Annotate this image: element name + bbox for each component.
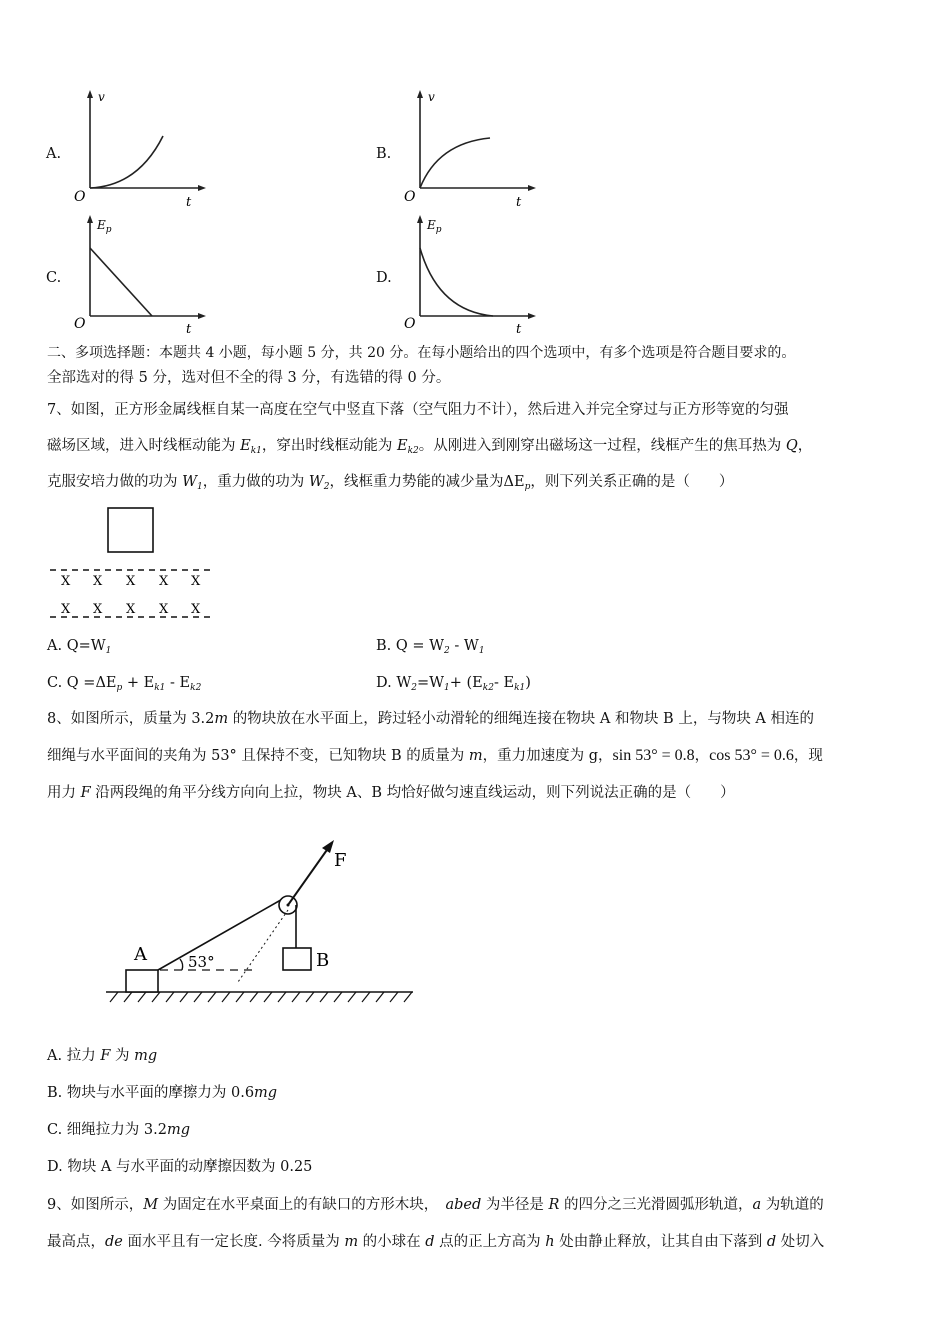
q8-line2: 细绳与水平面间的夹角为 53° 且保持不变，已知物块 B 的质量为 m，重力加速度为 g，sin 53° = 0.8，cos 53° = 0.6，现	[47, 747, 823, 764]
field-mark: X	[61, 602, 71, 617]
q7-line2: 磁场区域，进入时线框动能为 $E_{k1}$，穿出时线框动能为 $E_{k2}$。从刚进入到刚穿出磁场这一过程，线框产生的焦耳热为 Q，	[47, 438, 813, 456]
field-mark: X	[191, 574, 201, 589]
block-a-label: A	[134, 944, 147, 965]
field-mark: X	[191, 602, 201, 617]
svg-text:O: O	[404, 316, 416, 332]
q8-line1: 8、如图所示，质量为 3.2m 的物块放在水平面上，跨过轻小动滑轮的细绳连接在物块 A 和物块 B 上，与物块 A 相连的	[47, 711, 815, 727]
ground-hatching	[110, 992, 412, 1002]
q8-option-c: C. 细绳拉力为 3.2mg	[47, 1122, 191, 1138]
line	[90, 248, 152, 316]
q8-line3: 用力 F 沿两段绳的角平分线方向向上拉，物块 A、B 均恰好做匀速直线运动，则下列说法正确的是（ ）	[47, 785, 735, 801]
y-arrow	[87, 90, 93, 98]
origin-label: O	[74, 189, 86, 205]
y-label: v	[98, 90, 105, 104]
svg-text:Ep: $E_p$	[97, 218, 112, 235]
q8-figure	[100, 832, 420, 1012]
force-label: F	[334, 850, 347, 871]
option-b-label: B.	[376, 146, 392, 162]
square-frame	[108, 508, 153, 552]
q7-option-b: B. $Q = W_2 - W_1$	[376, 638, 485, 656]
svg-text:v: v	[428, 90, 435, 104]
svg-text:t: t	[516, 195, 522, 208]
q8-option-a: A. 拉力 F 为 mg	[47, 1048, 158, 1064]
x-label: t	[186, 195, 192, 208]
svg-text:Ep: $E_p$	[427, 218, 442, 235]
q7-line3: 克服安培力做的功为 $W_1$，重力做的功为 $W_2$，线框重力势能的减少量为$\Delta E_p$，则下列关系正确的是（ ）	[47, 474, 734, 492]
q8-option-d: D. 物块 A 与水平面的动摩擦因数为 0.25	[47, 1159, 313, 1175]
option-c-label: C.	[46, 270, 62, 286]
field-mark: X	[126, 574, 136, 589]
x-arrow	[198, 185, 206, 191]
graph-c	[68, 213, 208, 335]
curve	[420, 248, 493, 316]
svg-text:t: t	[516, 322, 522, 335]
curve	[420, 138, 490, 188]
option-d-label: D.	[376, 270, 392, 286]
graph-a	[68, 88, 208, 208]
option-a-label: A.	[46, 146, 62, 162]
section-header-line2: 全部选对的得 5 分，选对但不全的得 3 分，有选错的得 0 分。	[47, 370, 451, 386]
field-mark: X	[159, 602, 169, 617]
graph-b	[398, 88, 538, 208]
force-arrow	[288, 847, 329, 905]
field-mark: X	[61, 574, 71, 589]
curve	[90, 136, 163, 188]
angle-label: 53°	[188, 953, 215, 971]
svg-text:O: O	[404, 189, 416, 205]
angle-arc	[180, 959, 183, 970]
graph-d	[398, 213, 538, 335]
field-mark: X	[93, 602, 103, 617]
q7-option-d: D. $W_2=W_1+ (E_{k2}-$ $E_{k1}$)	[376, 675, 531, 693]
block-a	[126, 970, 158, 992]
block-b	[283, 948, 311, 970]
q7-figure	[48, 505, 218, 623]
svg-text:t: t	[186, 322, 192, 335]
field-mark: X	[159, 574, 169, 589]
force-arrowhead	[322, 840, 334, 853]
q7-option-a: A. $Q=W_1$	[47, 638, 112, 656]
field-mark: X	[126, 602, 136, 617]
block-b-label: B	[316, 950, 330, 971]
q7-line1: 7、如图，正方形金属线框自某一高度在空气中竖直下落（空气阻力不计），然后进入并完全穿过与正方形等宽的匀强	[47, 402, 789, 418]
q8-option-b: B. 物块与水平面的摩擦力为 0.6mg	[47, 1085, 278, 1101]
section-header-line1: 二、多项选择题：本题共 4 小题，每小题 5 分，共 20 分。在每小题给出的四个选项中，有多个选项是符合题目要求的。	[47, 345, 796, 361]
q9-line2: 最高点，de 面水平且有一定长度. 今将质量为 m 的小球在 d 点的正上方高为 h 处由静止释放，让其自由下落到 d 处切入	[47, 1234, 825, 1250]
q9-line1: 9、如图所示，M 为固定在水平桌面上的有缺口的方形木块， abed 为半径是 R 的四分之三光滑圆弧形轨道，a 为轨道的	[47, 1197, 824, 1213]
rope-a	[158, 897, 286, 970]
field-mark: X	[93, 574, 103, 589]
q7-option-c: C. $Q =\Delta E_p + E_{k1} - E_{k2}$	[47, 675, 202, 693]
svg-text:O: O	[74, 316, 86, 332]
